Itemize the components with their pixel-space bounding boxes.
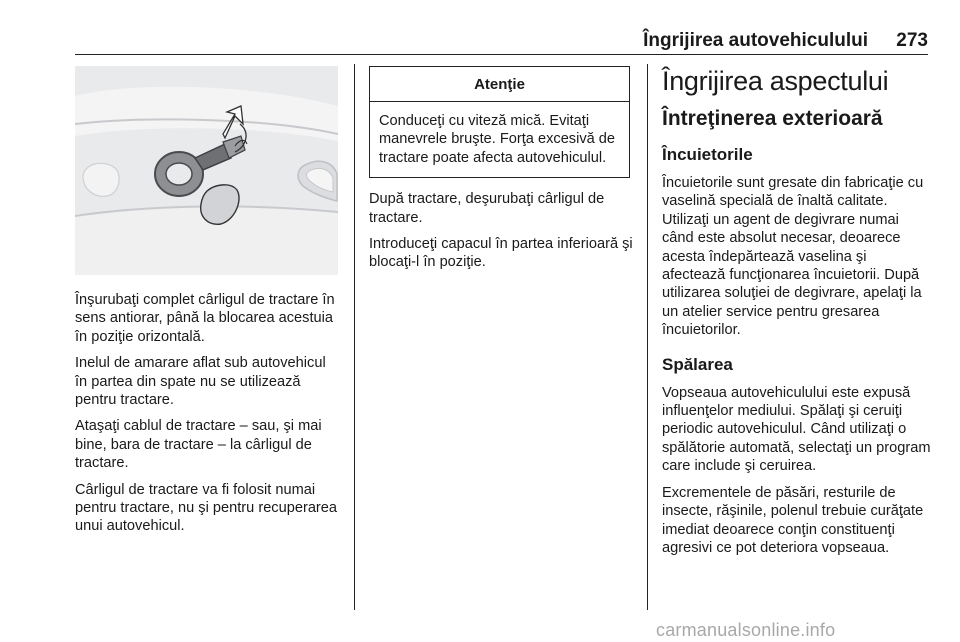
left-column [75,291,341,544]
watermark: carmanualsonline.info [656,620,836,640]
middle-paragraph-1: După tractare, deşurubaţi cârligul de tractare. [369,191,605,226]
tow-hook-illustration [75,66,338,275]
right-column [662,64,932,565]
washing-paragraph-2: Excrementele de păsări, resturile de insecte, răşinile, polenul trebuie curăţate imediat deoarece conţin constituenţi agresivi ce pot deteriora vopseaua. [662,484,924,556]
left-paragraph-2: Inelul de amarare aflat sub autovehicul în partea din spate nu se utilizează pentru tractare. [75,355,326,409]
header-title: Îngrijirea autovehiculului [643,30,868,51]
locks-paragraph: Încuietorile sunt gresate din fabricaţie cu vaselină specială de înaltă calitate. Utilizaţi un agent de degivrare numai când este absolut necesar, deoarece acesta îndepărtează vaselina şi afectează funcţionarea încuietorii. După utilizarea soluţiei de degivrare, apelaţi la un atelier service pentru gresarea încuietorilor. [662,175,924,339]
section-title: Îngrijirea aspectului [662,66,889,96]
notice-body: Conduceţi cu viteză mică. Evitaţi manevrele bruşte. Forţa excesivă de tractare poate afecta autovehiculul. [379,113,616,166]
washing-paragraph-1: Vopseaua autovehiculului este expusă influenţelor mediului. Spălaţi şi ceruiţi periodic autovehiculul. Când utilizaţi o spălătorie automată, selectaţi un program care include şi ceruirea. [662,384,931,475]
page-header [75,30,928,55]
locks-heading: Încuietorile [662,145,753,164]
middle-paragraph-2: Introduceţi capacul în partea inferioară şi blocaţi-l în poziţie. [369,236,633,271]
washing-heading: Spălarea [662,354,733,374]
left-paragraph-3: Ataşaţi cablul de tractare – sau, şi mai bine, bara de tractare – la cârligul de tractare. [75,418,322,472]
left-paragraph-1: Înşurubaţi complet cârligul de tractare în sens antiorar, până la blocarea acestuia în poziţie orizontală. [75,292,335,345]
middle-column [369,66,634,280]
column-divider-left [354,64,355,610]
page-number: 273 [896,30,928,51]
section-subtitle: Întreţinerea exterioară [662,107,883,130]
column-divider-right [647,64,648,610]
notice-title: Atenţie [370,67,629,102]
warning-notice-box [369,66,630,178]
left-paragraph-4: Cârligul de tractare va fi folosit numai pentru tractare, nu şi pentru recuperarea unui autovehicul. [75,481,338,535]
